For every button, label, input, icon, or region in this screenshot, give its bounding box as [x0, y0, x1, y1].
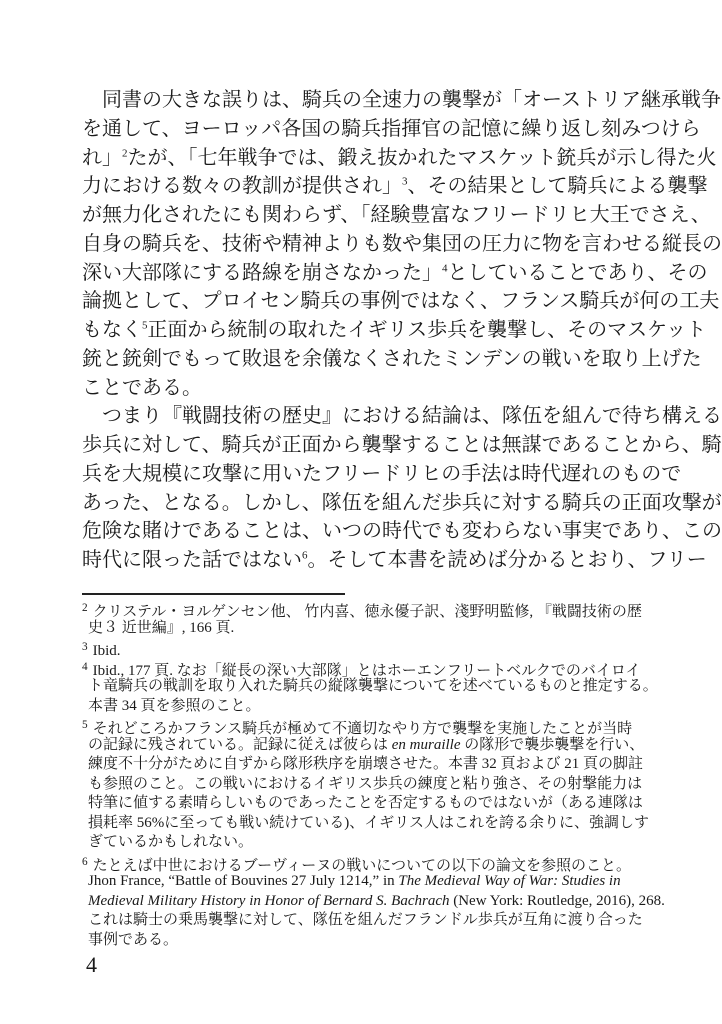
italic-text: The Medieval Way of War: Studies in [398, 873, 621, 889]
footnote-line [82, 619, 614, 639]
footnote-reference: 6 [302, 549, 308, 562]
text-run: 損耗率 56%に至っても戦い続けている)、イギリス人はこれを誇る余りに、強調しす [88, 814, 649, 831]
footnote-line [82, 677, 658, 697]
text-run: 論拠として、プロイセン騎兵の事例ではなく、フランス騎兵が何の工夫 [82, 290, 720, 313]
footnote-divider [82, 593, 345, 595]
text-run: つまり『戦闘技術の歴史』における結論は、隊伍を組んで待ち構える [102, 405, 722, 428]
footnote-line [82, 853, 631, 874]
text-line [82, 287, 720, 316]
footnote-reference: 2 [122, 146, 128, 159]
text-line [82, 517, 722, 546]
text-line [82, 115, 701, 144]
text-run: (New York: Routledge, 2016), 268. [449, 892, 665, 909]
text-line [82, 546, 707, 575]
text-run: ことである。 [82, 376, 202, 399]
footnote-reference: 4 [442, 261, 448, 274]
text-run: が無力化されたにも関わらず、「経験豊富なフリードリヒ大王でさえ、 [82, 204, 711, 226]
footnote-line [82, 833, 614, 853]
text-run: 歩兵に対して、騎兵が正面から襲撃することは無謀であることから、騎 [82, 434, 722, 456]
footnote-line [82, 658, 641, 679]
text-run: 力における数々の教訓が提供され」 [82, 175, 402, 198]
text-run: ト竜騎兵の戦訓を取り入れた騎兵の縦隊襲撃についてを述べているものと推定する。 [88, 678, 658, 694]
text-run: 危険な賭けであることは、いつの時代でも変わらない事実であり、この [82, 520, 722, 543]
text-run: 深い大部隊にする路線を崩さなかった」 [82, 261, 442, 284]
text-run: ぎているかもしれない。 [88, 834, 254, 850]
footnote-number: 3 [82, 641, 88, 653]
text-line [82, 201, 711, 230]
text-run: これは騎士の乗馬襲撃に対して、隊伍を組んだフランドル歩兵が互角に渡り合った [88, 912, 643, 928]
text-run: たが、「七年戦争では、鍛え抜かれたマスケット銃兵が示し得た火 [127, 146, 717, 169]
text-line [82, 172, 708, 201]
text-run: もなく [82, 319, 142, 341]
text-line [82, 230, 722, 259]
footnote-line [82, 599, 642, 621]
text-line [82, 144, 717, 173]
text-line [82, 86, 721, 115]
footnote-line [82, 775, 643, 795]
text-line [82, 345, 702, 374]
text-run: それどころかフランス騎兵が極めて不適切なやり方で襲撃を実施したことが当時 [92, 721, 633, 738]
text-run: たとえば中世におけるブーヴィーヌの戦いについての以下の論文を参照のこと。 [92, 857, 631, 874]
text-run: 、その結果として騎兵による襲撃 [407, 175, 708, 198]
footnote-line [82, 716, 633, 738]
italic-text: Medieval Military History in Honor of Bernard S. Bachrach [88, 892, 450, 909]
text-run: あった、となる。しかし、隊伍を組んだ歩兵に対する騎兵の正面攻撃が [82, 491, 722, 514]
text-run: クリステル・ヨルゲンセン他、 竹内喜、徳永優子訳、淺野明監修, 『戦闘技術の歴 [92, 604, 642, 621]
footnote-number: 4 [82, 660, 88, 673]
text-run: 正面から統制の取れたイギリス歩兵を襲撃し、そのマスケット [147, 319, 707, 341]
text-run: 特筆に値する素晴らしいものであったことを否定するものではないが（ある連隊は [88, 795, 643, 811]
text-line [82, 402, 722, 431]
text-line [82, 259, 708, 288]
text-run: 。そして本書を読めば分かるとおり、フリー [307, 549, 707, 571]
text-line [82, 316, 707, 345]
footnote-reference: 3 [402, 175, 408, 188]
footnote-line [82, 814, 649, 834]
footnote-reference: 5 [142, 319, 148, 332]
text-run: 銃と銃剣でもって敗退を余儀なくされたミンデンの戦いを取り上げた [82, 347, 702, 370]
text-run: としていることであり、その [447, 261, 708, 284]
text-run: れ」 [82, 146, 122, 169]
text-line [82, 489, 722, 518]
text-line [82, 460, 682, 489]
footnote-line [82, 697, 614, 717]
text-run: 史３ 近世編』, 166 頁. [88, 619, 235, 636]
text-line [82, 374, 622, 403]
footnote-line [82, 638, 614, 658]
footnote-line [82, 872, 621, 892]
text-run: も参照のこと。この戦いにおけるイギリス歩兵の練度と粘り強さ、その射撃能力は [88, 775, 643, 792]
text-run: 同書の大きな誤りは、騎兵の全速力の襲撃が「オーストリア継承戦争 [102, 89, 721, 111]
footnote-line [82, 755, 644, 775]
footnote-line [82, 911, 643, 931]
text-run: 練度不十分がために自ずから隊形秩序を崩壊させた。本書 32 頁および 21 頁の脚註 [88, 756, 644, 772]
text-run: 兵を大規模に攻撃に用いたフリードリヒの手法は時代遅れのもので [82, 462, 682, 485]
footnote-line [82, 892, 665, 912]
footnote-line [82, 931, 614, 951]
text-run: Ibid., 177 頁. なお「縦長の深い大部隊」とはホーエンフリートベルクでのバイロイ [92, 662, 641, 679]
footnote-number: 2 [82, 602, 88, 614]
text-run: 本書 34 頁を参照のこと。 [88, 697, 261, 714]
text-run: を通して、ヨーロッパ各国の騎兵指揮官の記憶に繰り返し刻みつけら [82, 117, 701, 140]
footnotes [82, 599, 665, 950]
text-run: の記録に残されている。記録に従えば彼らは [88, 736, 392, 753]
footnote-number: 6 [82, 855, 88, 868]
text-run: 事例である。 [88, 931, 179, 948]
footnote-number: 5 [82, 719, 88, 731]
text-run: 自身の騎兵を、技術や精神よりも数や集団の圧力に物を言わせる縦長の [82, 232, 722, 255]
page-number: 4 [86, 952, 97, 977]
text-run: 時代に限った話ではない [82, 549, 302, 571]
text-line [82, 431, 722, 460]
footnote-line [82, 736, 645, 756]
italic-text: en muraille [391, 736, 461, 753]
footnote-line [82, 794, 643, 814]
body-text [82, 86, 722, 575]
text-run: Jhon France, “Battle of Bouvines 27 July 1214,” in [88, 873, 399, 889]
text-run: Ibid. [92, 643, 121, 660]
text-run: の隊形で襲歩襲撃を行い、 [460, 736, 645, 753]
